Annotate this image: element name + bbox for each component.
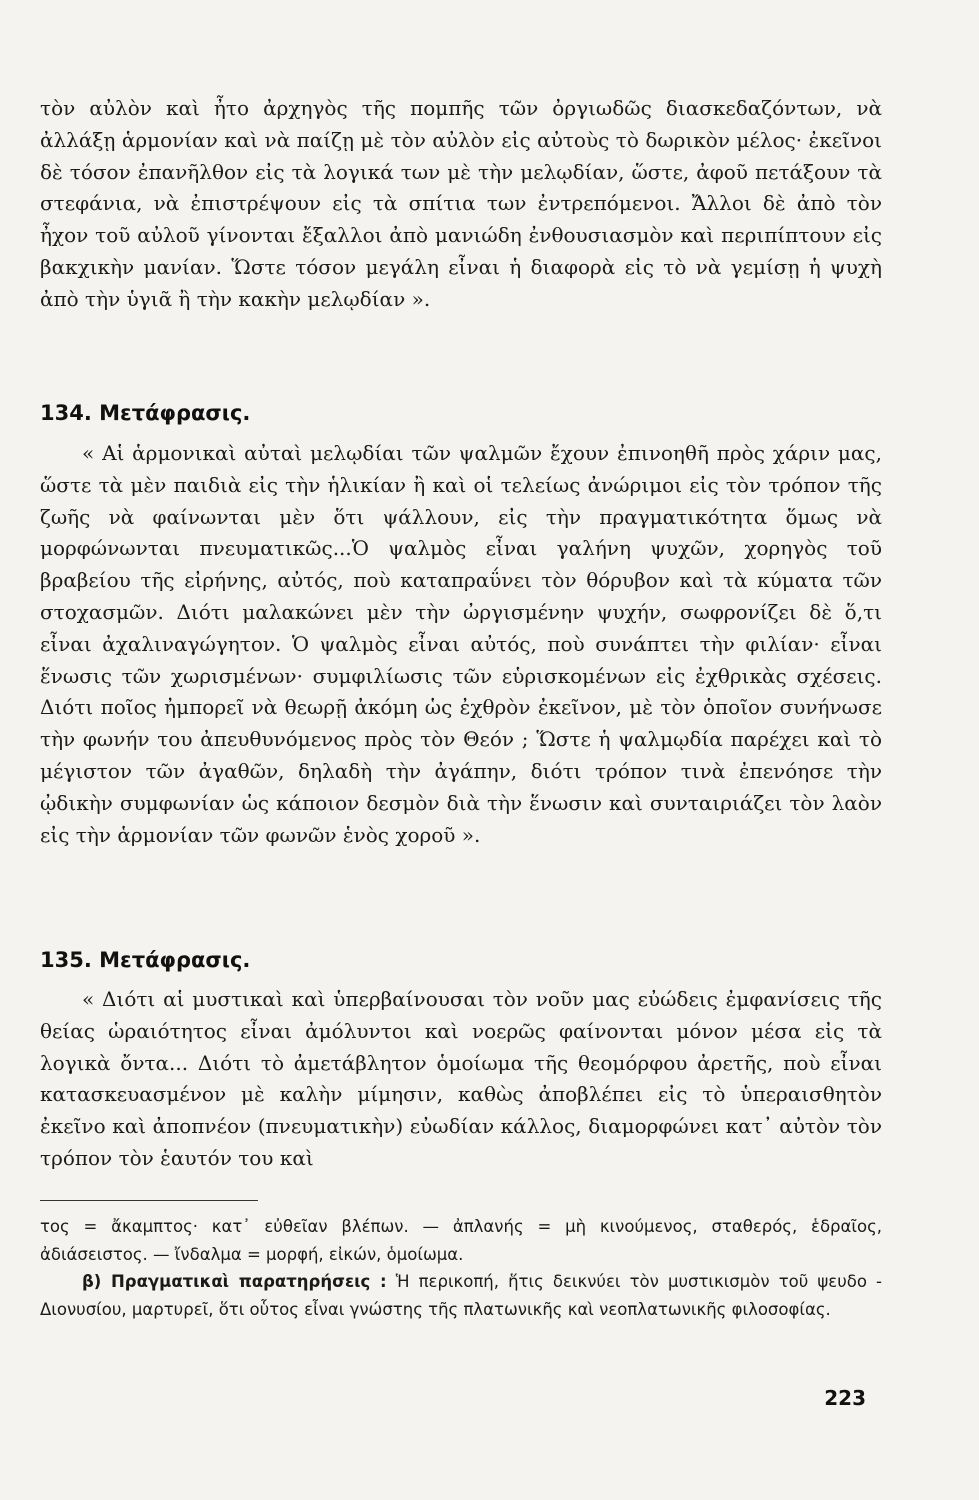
- section-134-heading: 134. Μετάφρασις.: [40, 401, 251, 425]
- page-number: 223: [824, 1386, 866, 1410]
- footnote-line-2: [40, 1268, 882, 1323]
- top-paragraph: τὸν αὐλὸν καὶ ἦτο ἀρχηγὸς τῆς πομπῆς τῶν ὀργιωδῶς διασκεδαζόντων, νὰ ἀλλάξῃ ἁρμονίαν καὶ νὰ παίζῃ μὲ τὸν αὐλὸν εἰς αὐτοὺς τὸ δωρικὸν μέλος· ἐκεῖνοι δὲ τόσον ἐπανῆλθον εἰς τὰ λογικά των μὲ τὴν μελῳδίαν, ὥστε, ἀφοῦ πετάξουν τὰ στεφάνια, νὰ ἐπιστρέψουν εἰς τὰ σπίτια των ἐντρεπόμενοι. Ἄλλοι δὲ ἀπὸ τὸν ἦχον τοῦ αὐλοῦ γίνονται ἔξαλλοι ἀπὸ μανιώδη ἐνθουσιασμὸν καὶ περιπίπτουν εἰς βακχικὴν μανίαν. Ὥστε τόσον μεγάλη εἶναι ἡ διαφορὰ εἰς τὸ νὰ γεμίσῃ ἡ ψυχὴ ἀπὸ τὴν ὑγιᾶ ἢ τὴν κακὴν μελῳδίαν ».: [40, 96, 882, 311]
- section-135-block: [40, 984, 882, 1175]
- footnote-line-1: τος = ἄκαμπτος· κατ᾿ εὐθεῖαν βλέπων. — ἀπλανής = μὴ κινούμενος, σταθερός, ἑδραῖος, ἀδιάσειστος. — ἴνδαλμα = μορφή, εἰκών, ὁμοίωμα.: [40, 1217, 882, 1264]
- footnote-divider: [40, 1200, 258, 1201]
- footnote-text-b: Ἡ περικοπή, ἥτις δεικνύει τὸν μυστικισμὸν τοῦ ψευδο - Διονυσίου, μαρτυρεῖ, ὅτι οὗτος εἶναι γνώστης τῆς πλατωνικῆς καὶ νεοπλατωνικῆς φιλοσοφίας.: [40, 1272, 883, 1319]
- section-134-body: « Αἱ ἁρμονικαὶ αὐταὶ μελῳδίαι τῶν ψαλμῶν ἔχουν ἐπινοηθῆ πρὸς χάριν μας, ὥστε τὰ μὲν παιδιὰ εἰς τὴν ἡλικίαν ἢ καὶ οἱ τελείως ἀνώριμοι εἰς τὸν τρόπον τῆς ζωῆς νὰ φαίνωνται μὲν ὅτι ψάλλουν, εἰς τὴν πραγματικότητα ὅμως νὰ μορφώνωνται πνευματικῶς...Ὁ ψαλμὸς εἶναι γαλήνη ψυχῶν, χορηγὸς τοῦ βραβείου τῆς εἰρήνης, αὐτός, ποὺ καταπραΰνει τὸν θόρυβον καὶ τὰ κύματα τῶν στοχασμῶν. Διότι μαλακώνει μὲν τὴν ὠργισμένην ψυχήν, σωφρονίζει δὲ ὅ,τι εἶναι ἀχαλιναγώγητον. Ὁ ψαλμὸς εἶναι αὐτός, ποὺ συνάπτει τὴν φιλίαν· εἶναι ἕνωσις τῶν χωρισμένων· συμφιλίωσις τῶν εὑρισκομένων εἰς ἐχθρικὰς σχέσεις. Διότι ποῖος ἠμπορεῖ νὰ θεωρῇ ἀκόμη ὡς ἐχθρὸν ἐκεῖνον, μὲ τὸν ὁποῖον συνήνωσε τὴν φωνήν του ἀπευθυνόμενος πρὸς τὸν Θεόν ; Ὥστε ἡ ψαλμῳδία παρέχει καὶ τὸ μέγιστον τῶν ἀγαθῶν, δηλαδὴ τὴν ἀγάπην, διότι τρόπον τινὰ ἐπενόησε τὴν ᾠδικὴν συμφωνίαν ὡς κάποιον δεσμὸν διὰ τὴν ἕνωσιν καὶ συνταιριάζει τὸν λαὸν εἰς τὴν ἁρμονίαν τῶν φωνῶν ἑνὸς χοροῦ ».: [40, 441, 882, 847]
- section-135-body: « Διότι αἱ μυστικαὶ καὶ ὑπερβαίνουσαι τὸν νοῦν μας εὐώδεις ἐμφανίσεις τῆς θείας ὡραιότητος εἶναι ἀμόλυντοι καὶ νοερῶς φαίνονται μόνον μέσα εἰς τὰ λογικὰ ὄντα... Διότι τὸ ἀμετάβλητον ὁμοίωμα τῆς θεομόρφου ἀρετῆς, ποὺ εἶναι κατασκευασμένον μὲ καλὴν μίμησιν, καθὼς ἀποβλέπει εἰς τὸ ὑπεραισθητὸν ἐκεῖνο καὶ ἀποπνέον (πνευματικὴν) εὐωδίαν κάλλος, διαμορφώνει κατ᾿ αὐτὸν τὸν τρόπον τὸν ἑαυτόν του καὶ: [40, 987, 882, 1170]
- footnotes: [40, 1213, 882, 1323]
- section-135-heading: 135. Μετάφρασις.: [40, 948, 251, 972]
- top-paragraph-block: [40, 93, 882, 316]
- footnote-label-b: β) Πραγματικαὶ παρατηρήσεις :: [82, 1272, 387, 1291]
- section-134-block: [40, 438, 882, 851]
